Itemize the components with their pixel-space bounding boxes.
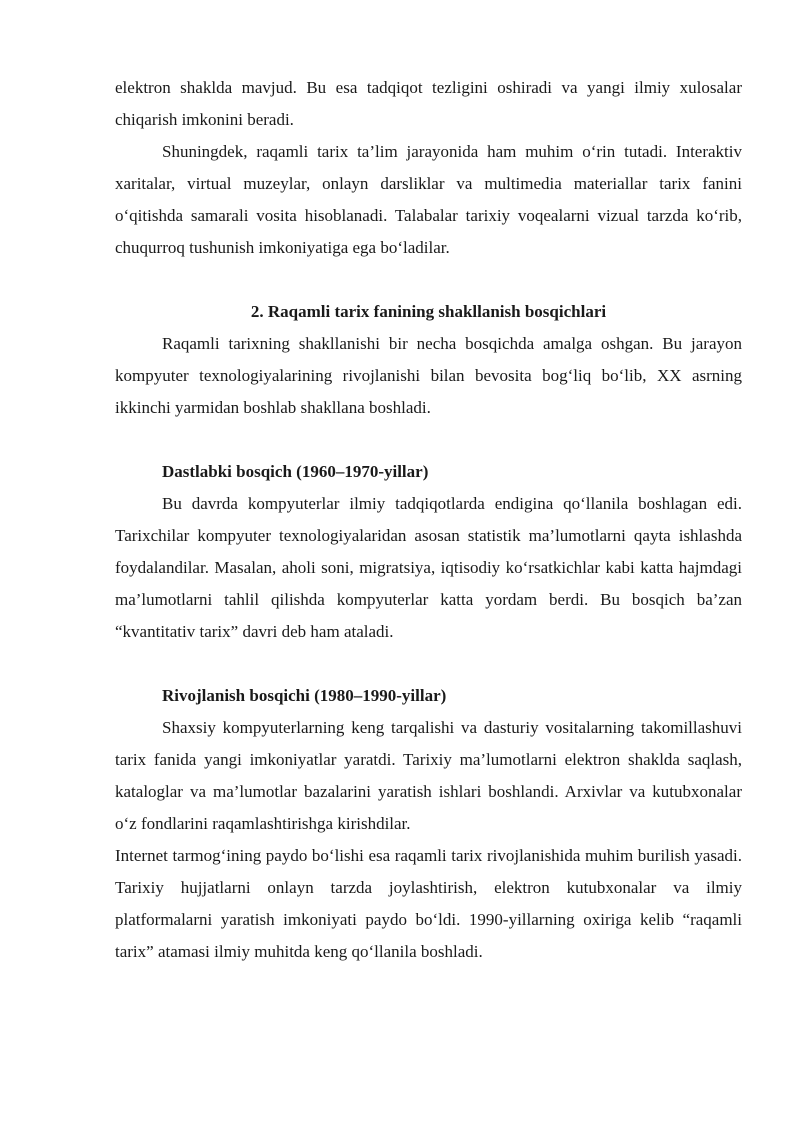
paragraph-internet: Internet tarmog‘ining paydo bo‘lishi esa raqamli tarix rivojlanishida muhim burilish yasadi. Tarixiy hujjatlarni onlayn tarzda joylashtirish, elektron kutubxonalar va ilmiy platformalarni yaratish imkoniyati paydo bo‘ldi. 1990-yillarning oxiriga kelib “raqamli tarix” atamasi ilmiy muhitda keng qo‘llanila boshladi.	[115, 846, 742, 961]
paragraph-stages-intro: Raqamli tarixning shakllanishi bir necha bosqichda amalga oshgan. Bu jarayon kompyuter texnologiyalarining rivojlanishi bilan bevosita bog‘liq bo‘lib, XX asrning ikkinchi yarmidan boshlab shakllana boshladi.	[115, 334, 742, 417]
paragraph-education: Shuningdek, raqamli tarix ta’lim jarayonida ham muhim o‘rin tutadi. Interaktiv xaritalar, virtual muzeylar, onlayn darsliklar va multimedia materiallar tarix fanini o‘qitishda samarali vosita hisoblanadi. Talabalar tarixiy voqealarni vizual tarzda ko‘rib, chuqurroq tushunish imkoniyatiga ega bo‘ladilar.	[115, 142, 742, 257]
paragraph-intro-continuation: elektron shaklda mavjud. Bu esa tadqiqot tezligini oshiradi va yangi ilmiy xulosalar chiqarish imkonini beradi.	[115, 78, 742, 129]
document-page	[115, 72, 742, 968]
section-heading: 2. Raqamli tarix fanining shakllanish bosqichlari	[250, 302, 607, 321]
paragraph-stage1: Bu davrda kompyuterlar ilmiy tadqiqotlarda endigina qo‘llanila boshlagan edi. Tarixchilar kompyuter texnologiyalaridan asosan statistik ma’lumotlarni qayta ishlashda foydalandilar. Masalan, aholi soni, migratsiya, iqtisodiy ko‘rsatkichlar kabi katta hajmdagi ma’lumotlarni tahlil qilishda kompyuterlar katta yordam berdi. Bu bosqich ba’zan “kvantitativ tarix” davri deb ham ataladi.	[115, 494, 742, 641]
stage1-heading: Dastlabki bosqich (1960–1970-yillar)	[162, 462, 429, 481]
stage2-heading: Rivojlanish bosqichi (1980–1990-yillar)	[162, 686, 447, 705]
paragraph-stage2: Shaxsiy kompyuterlarning keng tarqalishi va dasturiy vositalarning takomillashuvi tarix fanida yangi imkoniyatlar yaratdi. Tarixiy ma’lumotlarni elektron shaklda saqlash, kataloglar va ma’lumotlar bazalarini yaratish ishlari boshlandi. Arxivlar va kutubxonalar o‘z fondlarini raqamlashtirishga kirishdilar.	[115, 718, 742, 833]
